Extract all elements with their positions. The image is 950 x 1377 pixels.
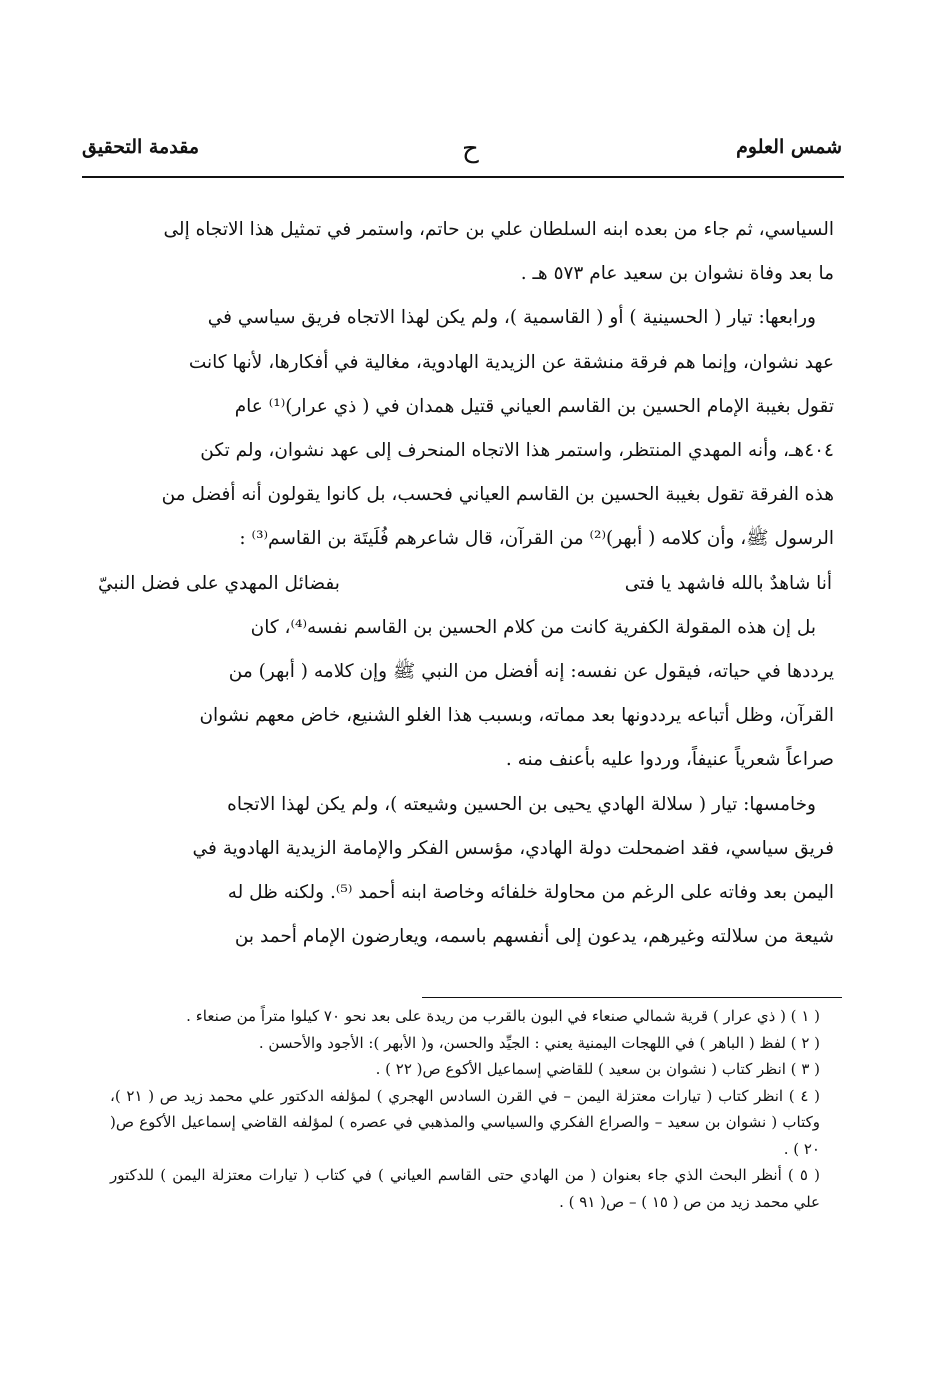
- verse-second-hemistich: بفضائل المهدي على فضل النبيّ: [98, 572, 340, 594]
- text-line: ٤٠٤هـ، وأنه المهدي المنتظر، واستمر هذا الاتجاه المنحرف إلى عهد نشوان، ولم تكن: [200, 440, 834, 462]
- section-title: مقدمة التحقيق: [82, 136, 199, 158]
- text-line: هذه الفرقة تقول بغيبة الحسين بن القاسم العياني فحسب، بل كانوا يقولون أنه أفضل من: [161, 484, 834, 506]
- text-line: يرددها في حياته، فيقول عن نفسه: إنه أفضل من النبي ﷺ وإن كلامه ( أبهر) من: [228, 661, 834, 683]
- footnote-3: ( ٣ ) انظر كتاب ( نشوان بن سعيد ) للقاضي إسماعيل الأكوع ص( ٢٢ ) .: [375, 1060, 820, 1078]
- text-line: تقول بغيبة الإمام الحسين بن القاسم العياني قتيل همدان في ( ذي عرار)⁽¹⁾ عام: [234, 395, 834, 417]
- text-line: ورابعها: تيار ( الحسينية ) أو ( القاسمية )، ولم يكن لهذا الاتجاه فريق سياسي في: [207, 307, 816, 329]
- main-text: [98, 208, 834, 959]
- running-header: [82, 132, 842, 176]
- text-line: وخامسها: تيار ( سلالة الهادي يحيى بن الحسين وشيعته )، ولم يكن لهذا الاتجاه: [227, 793, 816, 815]
- footnotes: [110, 1003, 820, 1215]
- poem-verse: [98, 562, 834, 606]
- text-line: فريق سياسي، فقد اضمحلت دولة الهادي، مؤسس الفكر والإمامة الزيدية الهادوية في: [192, 837, 834, 859]
- text-line: الرسول ﷺ، وأن كلامه ( أبهر)⁽²⁾ من القرآن، قال شاعرهم فُلَيتَة بن القاسم⁽³⁾ :: [239, 528, 834, 550]
- text-line: السياسي، ثم جاء من بعده ابنه السلطان علي بن حاتم، واستمر في تمثيل هذا الاتجاه إلى: [163, 219, 834, 240]
- footnote-1: ( ١ ) ( ذي عرار ) قرية شمالي صنعاء في البون بالقرب من ريدة على بعد نحو ٧٠ كيلوا متراً من صنعاء .: [186, 1007, 820, 1025]
- text-line: شيعة من سلالته وغيرهم، يدعون إلى أنفسهم باسمه، ويعارضون الإمام أحمد بن: [234, 926, 834, 948]
- book-title: شمس العلوم: [736, 136, 842, 158]
- text-line: اليمن بعد وفاته على الرغم من محاولة خلفائه وخاصة ابنه أحمد ⁽⁵⁾. ولكنه ظل له: [227, 882, 834, 904]
- text-line: القرآن، وظل أتباعه يرددونها بعد مماته، وبسبب هذا الغلو الشنيع، خاض معهم نشوان: [199, 705, 834, 727]
- footnote-5: ( ٥ ) أنظر البحث الذي جاء بعنوان ( من الهادي حتى القاسم العياني ) في كتاب ( تيارات معتزلة اليمن ) للدكتور علي محمد زيد من ص ( ١٥ ) – ص( ٩١ ) .: [110, 1166, 820, 1211]
- footnote-4: ( ٤ ) انظر كتاب ( تيارات معتزلة اليمن – في القرن السادس الهجري ) لمؤلفه الدكتور علي محمد زيد ص ( ٢١ )، وكتاب ( نشوان بن سعيد – والصراع الفكري والسياسي والمذهبي في عصره ) لمؤلفه القاضي إسماعيل الأكوع ص( ٢٠ ) .: [110, 1086, 820, 1158]
- text-line: بل إن هذه المقولة الكفرية كانت من كلام الحسين بن القاسم نفسه⁽⁴⁾، كان: [250, 616, 816, 638]
- footnote-2: ( ٢ ) لفظ ( الباهر ) في اللهجات اليمنية يعني : الجيِّد والحسن، و( الأبهر ): الأجود والأحسن .: [258, 1033, 820, 1052]
- verse-first-hemistich: أنا شاهدٌ بالله فاشهد يا فتى: [624, 572, 832, 594]
- text-line: ما بعد وفاة نشوان بن سعيد عام ٥٧٣ هـ .: [520, 263, 834, 285]
- header-rule: [82, 176, 844, 178]
- text-line: صراعاً شعرياً عنيفاً، وردوا عليه بأعنف منه .: [505, 749, 834, 771]
- footnote-rule: [422, 997, 842, 998]
- text-line: عهد نشوان، وإنما هم فرقة منشقة عن الزيدية الهادوية، مغالية في أفكارها، لأنها كانت: [188, 351, 834, 373]
- page-number: ح: [462, 134, 479, 164]
